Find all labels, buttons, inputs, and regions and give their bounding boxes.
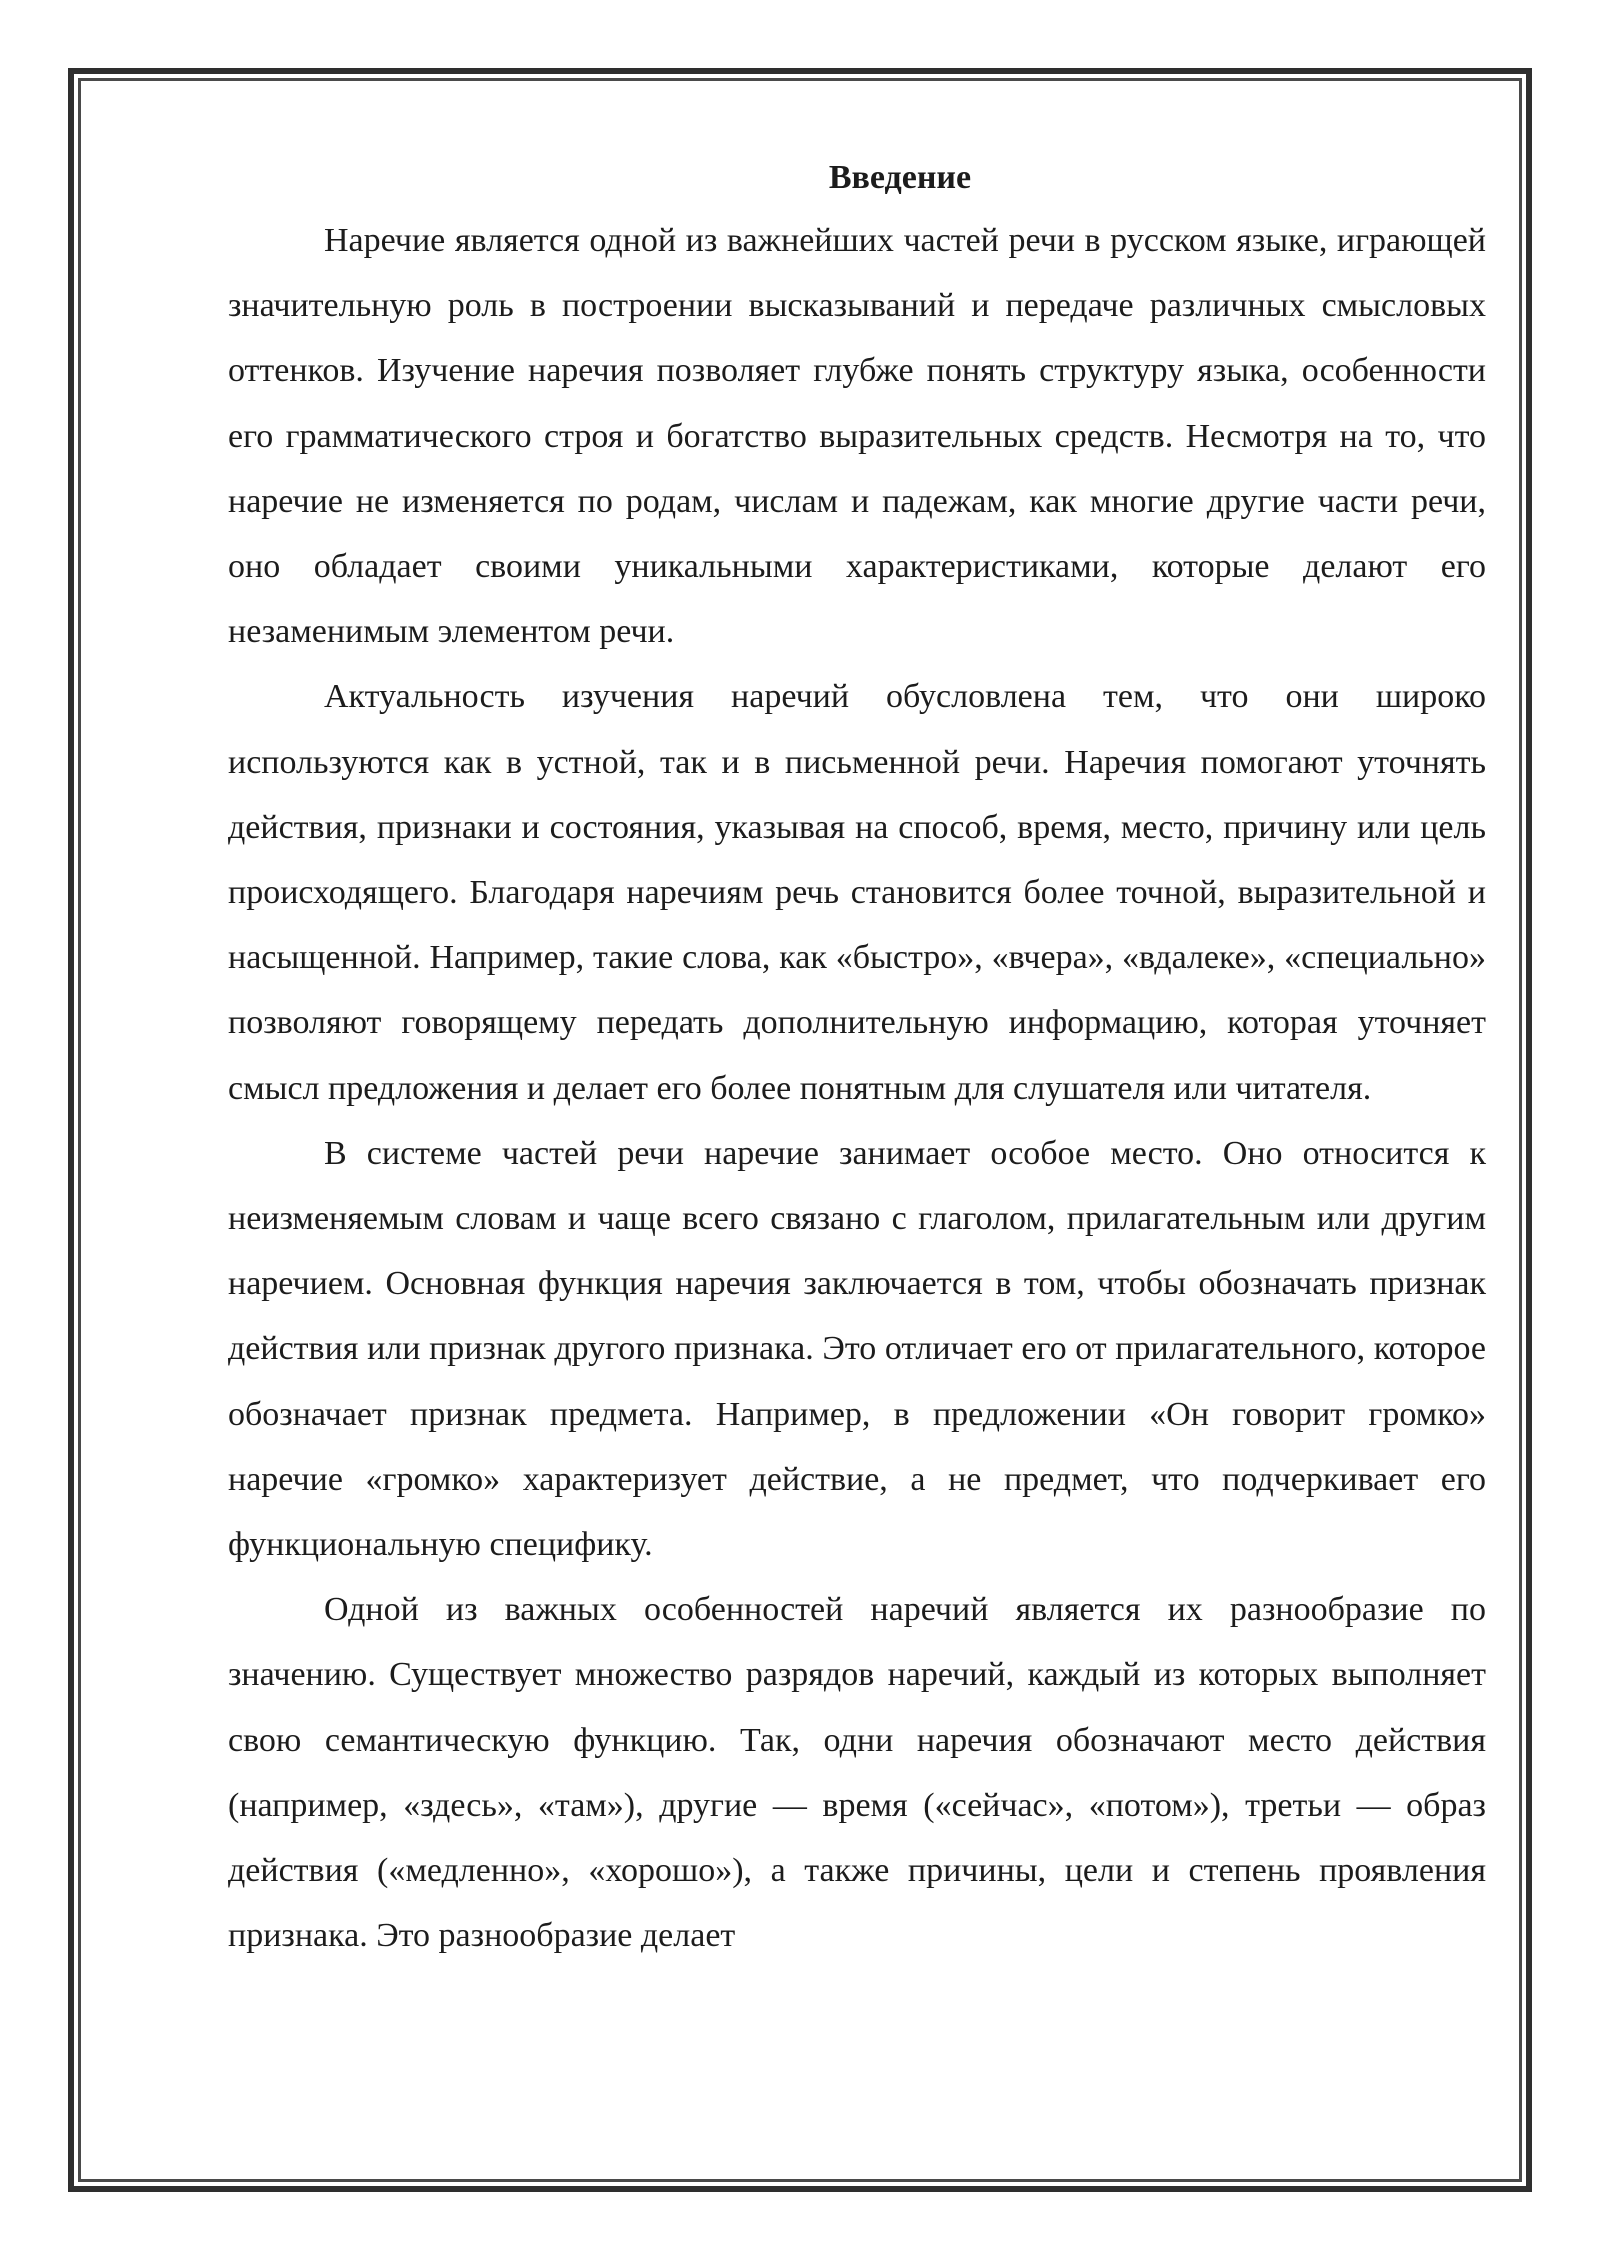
paragraph-3: В системе частей речи наречие занимает особое место. Оно относится к неизменяемым словам и чаще всего связано с глаголом, прилагательным или другим наречием. Основная функция наречия заключается в том, чтобы обозначать признак действия или признак другого признака. Это отличает его от прилагательного, которое обозначает признак предмета. Например, в предложении «Он говорит громко» наречие «громко» характеризует действие, а не предмет, что подчеркивает его функциональную специфику. xyxy=(228,1134,1486,1564)
paragraph-2: Актуальность изучения наречий обусловлена тем, что они широко используются как в устной, так и в письменной речи. Наречия помогают уточнять действия, признаки и состояния, указывая на способ, время, место, причину или цель происходящего. Благодаря наречиям речь становится более точной, выразительной и насыщенной. Например, такие слова, как «быстро», «вчера», «вдалеке», «специально» позволяют говорящему передать дополнительную информацию, которая уточняет смысл предложения и делает его более понятным для слушателя или читателя. xyxy=(228,678,1486,1107)
paragraph-1: Наречие является одной из важнейших частей речи в русском языке, играющей значительную роль в построении высказываний и передаче различных смысловых оттенков. Изучение наречия позволяет глубже понять структуру языка, особенности его грамматического строя и богатство выразительных средств. Несмотря на то, что наречие не изменяется по родам, числам и падежам, как многие другие части речи, оно обладает своими уникальными характеристиками, которые делают его незаменимым элементом речи. xyxy=(228,222,1486,651)
document-title: Введение xyxy=(828,159,972,196)
paragraph-4: Одной из важных особенностей наречий является их разнообразие по значению. Существует множество разрядов наречий, каждый из которых выполняет свою семантическую функцию. Так, одни наречия обозначают место действия (например, «здесь», «там»), другие — время («сейчас», «потом»), третьи — образ действия («медленно», «хорошо»), а также причины, цели и степень проявления признака. Это разнообразие делает xyxy=(228,1591,1486,1955)
document-body xyxy=(228,148,1486,1968)
